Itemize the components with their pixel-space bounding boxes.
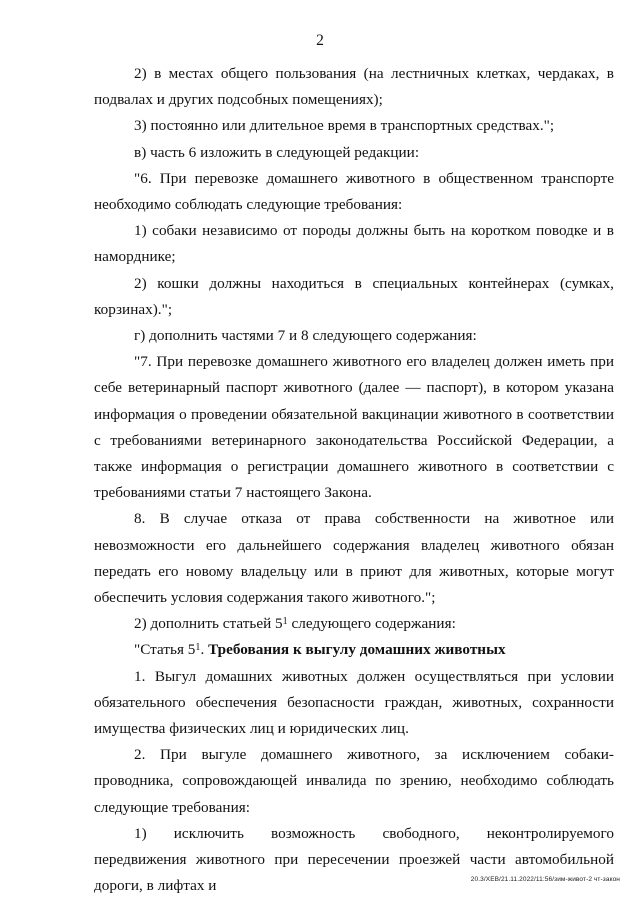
footer-document-code: 20.3/ХЕВ/21.11.2022/11:56/зим-живот-2 чт-закон — [470, 876, 620, 883]
paragraph-item-3: 3) постоянно или длительное время в транспортных средствах."; — [134, 117, 555, 135]
addition-suffix: следующего содержания: — [287, 615, 456, 633]
paragraph-add-article — [94, 611, 614, 637]
paragraph-walk-rule-1: 1. Выгул домашних животных должен осуществляться при условии обязательного обеспечения безопасности граждан, животных, сохранности имущества физических лиц и юридических лиц. — [94, 667, 614, 738]
article-heading-prefix: "Статья 5 — [134, 641, 196, 659]
paragraph-part-6-intro: в) часть 6 изложить в следующей редакции: — [134, 143, 420, 161]
paragraph-item-2: 2) в местах общего пользования (на лестничных клетках, чердаках, в подвалах и других подсобных помещениях); — [94, 65, 614, 109]
addition-superscript: 1 — [282, 616, 288, 628]
paragraph-cats-rule: 2) кошки должны находиться в специальных контейнерах (сумках, корзинах)."; — [94, 274, 614, 318]
document-body — [94, 61, 614, 900]
article-heading-dot: . — [200, 641, 209, 659]
article-heading — [94, 637, 614, 663]
paragraph-walk-rule-2: 2. При выгуле домашнего животного, за исключением собаки-проводника, сопровождающей инвалида по зрению, необходимо соблюдать следующие требования: — [94, 746, 614, 816]
paragraph-part-6: "6. При перевозке домашнего животного в общественном транспорте необходимо соблюдать следующие требования: — [94, 169, 614, 214]
addition-prefix: 2) дополнить статьей 5 — [134, 615, 283, 633]
page-number: 2 — [316, 32, 324, 49]
paragraph-parts-7-8-intro: г) дополнить частями 7 и 8 следующего содержания: — [134, 327, 477, 345]
article-heading-title: Требования к выгулу домашних животных — [208, 641, 506, 659]
paragraph-walk-subitem-1: 1) исключить возможность свободного, неконтролируемого передвижения животного при пересечении проезжей части автомобильной дороги, в лифтах и — [94, 824, 614, 895]
paragraph-part-8: 8. В случае отказа от права собственности на животное или невозможности его дальнейшего содержания владелец животного обязан передать его новому владельцу или в приют для животных, которые могут обеспечить условия содержания такого животного."; — [94, 510, 614, 607]
paragraph-part-7: "7. При перевозке домашнего животного его владелец должен иметь при себе ветеринарный паспорт животного (далее — паспорт), в котором указана информация о проведении обязательной вакцинации животного в соответствии с требованиями ветеринарного законодательства Российской Федерации, а также информация о регистрации домашнего животного в соответствии с требованиями статьи 7 настоящего Закона. — [94, 353, 614, 502]
article-heading-superscript: 1 — [195, 642, 201, 654]
paragraph-dogs-rule: 1) собаки независимо от породы должны быть на коротком поводке и в наморднике; — [94, 222, 614, 266]
